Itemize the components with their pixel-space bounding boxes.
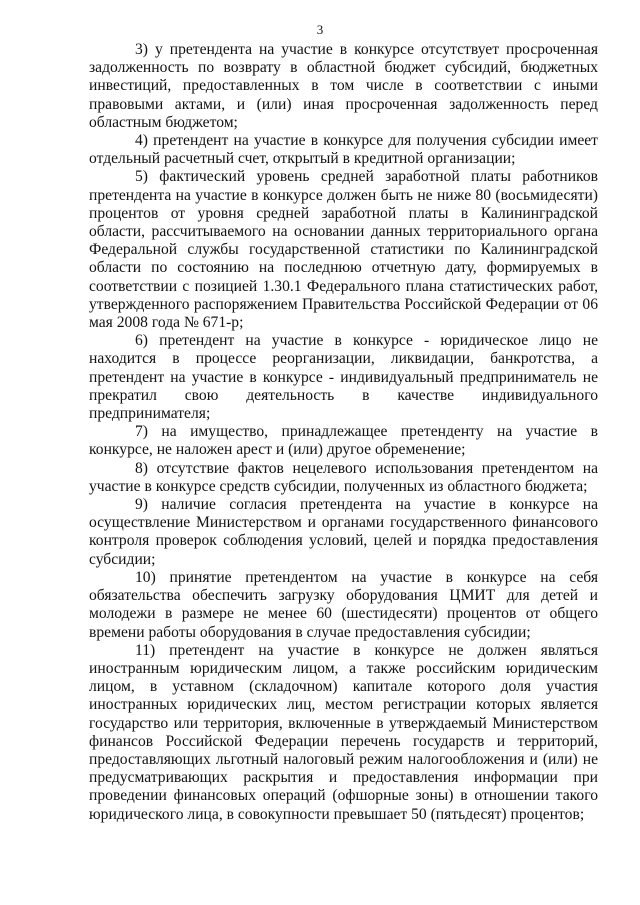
paragraph-item-5: 5) фактический уровень средней заработной платы работников претендента на участие в конкурсе должен быть не ниже 80 (восьмидесяти) процентов от уровня средней заработной платы в Калининградской области, рассчитываемого на основании данных территориального органа Федеральной службы государственной статистики по Калининградской области по состоянию на последнюю отчетную дату, формируемых в соответствии с позицией 1.30.1 Федерального плана статистических работ, утвержденного распоряжением Правительства Российской Федерации от 06 мая 2008 года № 671-р;	[89, 168, 598, 332]
paragraph-item-7: 7) на имущество, принадлежащее претенденту на участие в конкурсе, не наложен арест и (или) другое обременение;	[89, 423, 598, 459]
paragraph-item-6: 6) претендент на участие в конкурсе - юридическое лицо не находится в процессе реорганизации, ликвидации, банкротства, а претендент на участие в конкурсе - индивидуальный предприниматель не прекратил свою деятельность в качестве индивидуального предпринимателя;	[89, 332, 598, 423]
paragraph-item-4: 4) претендент на участие в конкурсе для получения субсидии имеет отдельный расчетный счет, открытый в кредитной организации;	[89, 132, 598, 168]
document-body	[89, 41, 598, 824]
paragraph-item-3: 3) у претендента на участие в конкурсе отсутствует просроченная задолженность по возврату в областной бюджет субсидий, бюджетных инвестиций, предоставленных в том числе в соответствии с иными правовыми актами, и (или) иная просроченная задолженность перед областным бюджетом;	[89, 41, 598, 131]
page-number: 3	[316, 22, 324, 37]
paragraph-item-9: 9) наличие согласия претендента на участие в конкурсе на осуществление Министерством и органами государственного финансового контроля проверок соблюдения условий, целей и порядка предоставления субсидии;	[89, 496, 598, 568]
paragraph-item-10: 10) принятие претендентом на участие в конкурсе на себя обязательства обеспечить загрузку оборудования ЦМИТ для детей и молодежи в размере не менее 60 (шестидесяти) процентов от общего времени работы оборудования в случае предоставления субсидии;	[89, 568, 598, 641]
paragraph-item-8: 8) отсутствие фактов нецелевого использования претендентом на участие в конкурсе средств субсидии, полученных из областного бюджета;	[89, 459, 598, 495]
paragraph-item-11: 11) претендент на участие в конкурсе не должен являться иностранным юридическим лицом, а также российским юридическим лицом, в уставном (складочном) капитале которого доля участия иностранных юридических лиц, местом регистрации которых является государство или территория, включенные в утверждаемый Министерством финансов Российской Федерации перечень государств и территорий, предоставляющих льготный налоговый режим налогообложения и (или) не предусматривающих раскрытия и предоставления информации при проведении финансовых операций (офшорные зоны) в отношении такого юридического лица, в совокупности превышает 50 (пятьдесят) процентов;	[89, 641, 598, 823]
